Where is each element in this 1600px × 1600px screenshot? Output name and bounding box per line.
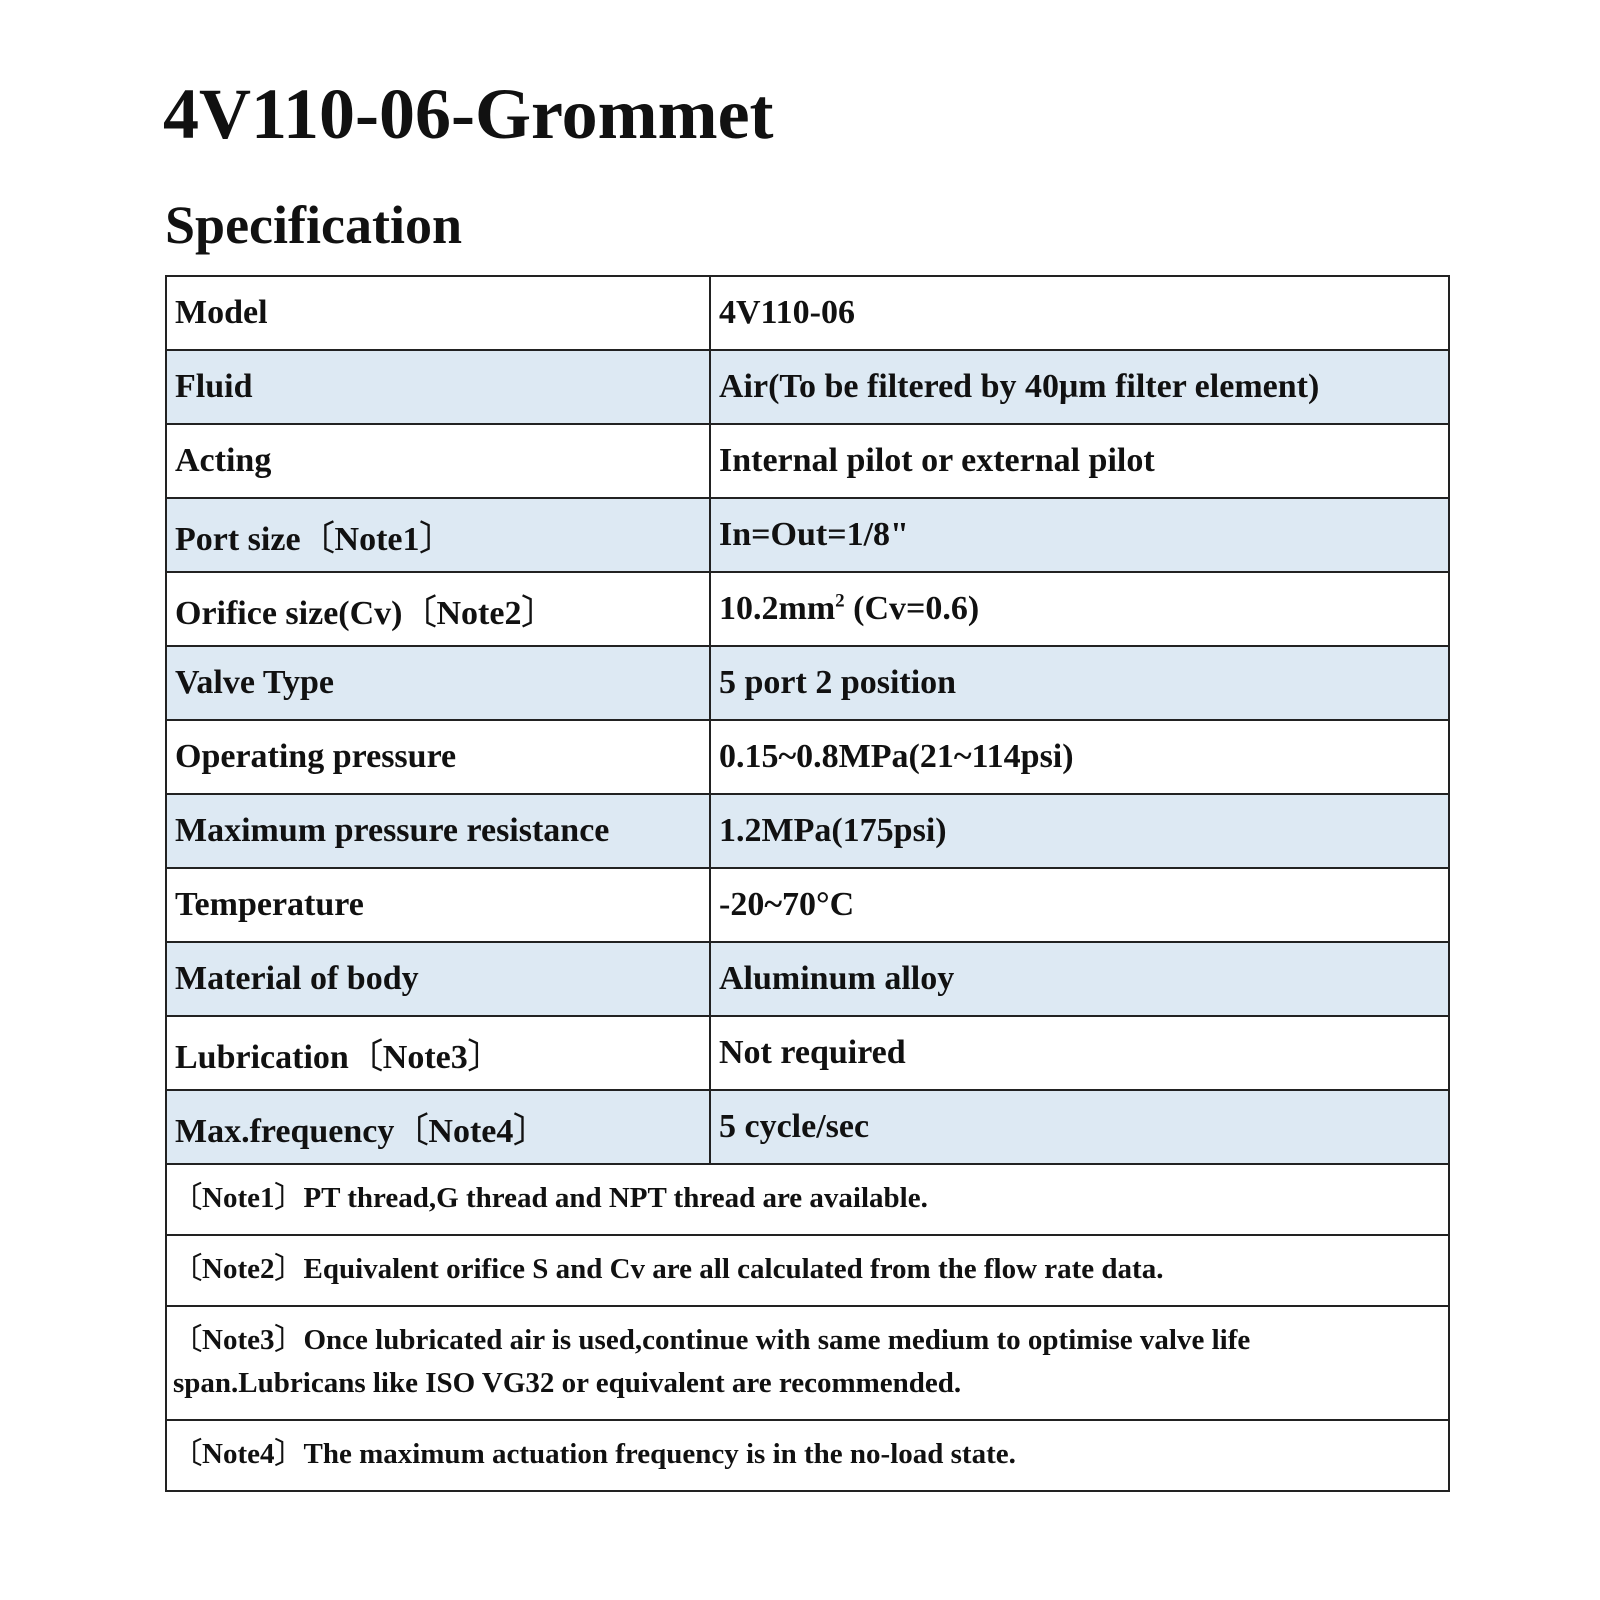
spec-row-material [166,942,1449,1016]
spec-label: Material of body [166,942,710,1016]
spec-label: Valve Type [166,646,710,720]
note-row-3 [166,1306,1449,1420]
spec-value: -20~70°C [710,868,1449,942]
spec-row-model [166,276,1449,350]
spec-value: Not required [710,1016,1449,1090]
spec-value: Air(To be filtered by 40μm filter element) [710,350,1449,424]
page-title: 4V110-06-Grommet [163,74,774,154]
spec-label: Fluid [166,350,710,424]
note-text: 〔Note4〕The maximum actuation frequency is in the no-load state. [166,1420,1449,1491]
spec-value: 4V110-06 [710,276,1449,350]
spec-value: Aluminum alloy [710,942,1449,1016]
orifice-value-tail: (Cv=0.6) [844,590,980,627]
spec-value: 5 port 2 position [710,646,1449,720]
spec-label: Orifice size(Cv)〔Note2〕 [166,572,710,646]
orifice-value-superscript: 2 [835,590,845,612]
spec-value: In=Out=1/8" [710,498,1449,572]
spec-row-acting [166,424,1449,498]
orifice-value-main: 10.2mm [719,590,836,627]
specification-table [165,275,1450,1492]
spec-value: 1.2MPa(175psi) [710,794,1449,868]
spec-label: Lubrication〔Note3〕 [166,1016,710,1090]
spec-label: Maximum pressure resistance [166,794,710,868]
note-text: 〔Note3〕Once lubricated air is used,continue with same medium to optimise valve life span.Lubricans like ISO VG32 or equivalent are recommended. [166,1306,1449,1420]
note-row-1 [166,1164,1449,1235]
spec-value: Internal pilot or external pilot [710,424,1449,498]
note-row-4 [166,1420,1449,1491]
spec-row-max-pressure [166,794,1449,868]
spec-value: 0.15~0.8MPa(21~114psi) [710,720,1449,794]
note-row-2 [166,1235,1449,1306]
spec-value [710,572,1449,646]
spec-label: Port size〔Note1〕 [166,498,710,572]
spec-label: Max.frequency〔Note4〕 [166,1090,710,1164]
spec-row-lubrication [166,1016,1449,1090]
spec-row-fluid [166,350,1449,424]
spec-label: Operating pressure [166,720,710,794]
note-text: 〔Note1〕PT thread,G thread and NPT thread are available. [166,1164,1449,1235]
note-text: 〔Note2〕Equivalent orifice S and Cv are all calculated from the flow rate data. [166,1235,1449,1306]
spec-row-max-frequency [166,1090,1449,1164]
spec-label: Acting [166,424,710,498]
spec-label: Temperature [166,868,710,942]
spec-value: 5 cycle/sec [710,1090,1449,1164]
spec-row-port-size [166,498,1449,572]
spec-row-orifice-size [166,572,1449,646]
spec-row-temperature [166,868,1449,942]
spec-row-valve-type [166,646,1449,720]
spec-row-operating-pressure [166,720,1449,794]
spec-label: Model [166,276,710,350]
section-subtitle: Specification [165,195,462,255]
